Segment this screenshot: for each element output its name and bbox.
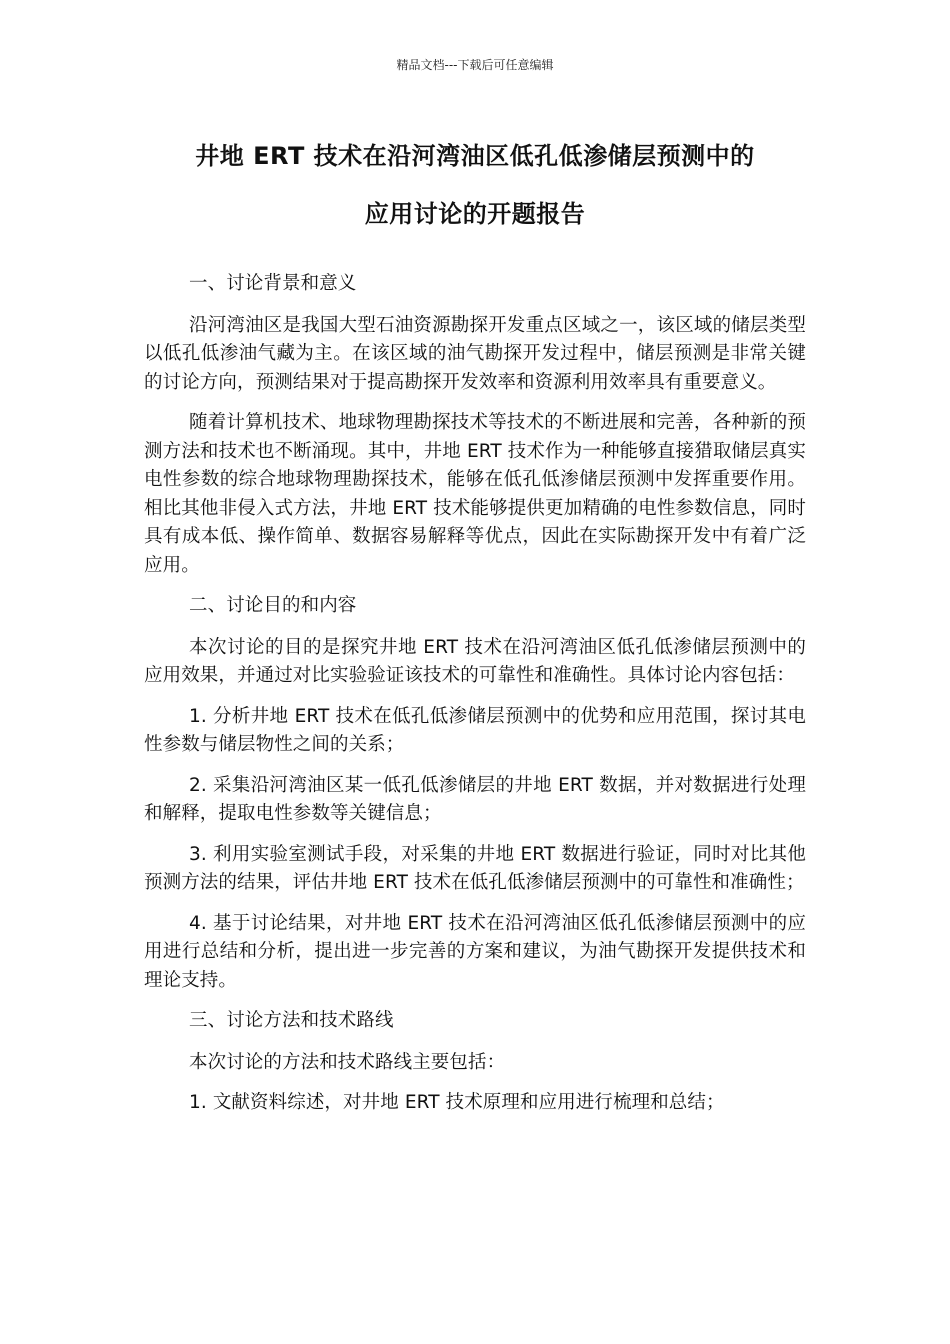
header-note: 精品文档---下载后可任意编辑 bbox=[396, 58, 554, 72]
document-body bbox=[144, 270, 806, 1130]
list-item-objective-1: 1. 分析井地 ERT 技术在低孔低渗储层预测中的优势和应用范围，探讨其电性参数与储层物性之间的关系； bbox=[144, 705, 806, 755]
section-heading-methods: 三、讨论方法和技术路线 bbox=[189, 1010, 394, 1031]
paragraph-methods-intro: 本次讨论的方法和技术路线主要包括： bbox=[189, 1051, 506, 1073]
list-item-objective-4: 4. 基于讨论结果，对井地 ERT 技术在沿河湾油区低孔低渗储层预测中的应用进行总结和分析，提出进一步完善的方案和建议，为油气勘探开发提供技术和理论支持。 bbox=[144, 912, 806, 991]
list-item-method-1: 1. 文献资料综述，对井地 ERT 技术原理和应用进行梳理和总结； bbox=[189, 1092, 725, 1113]
list-item-objective-3: 3. 利用实验室测试手段，对采集的井地 ERT 数据进行验证，同时对比其他预测方法的结果，评估井地 ERT 技术在低孔低渗储层预测中的可靠性和准确性； bbox=[144, 843, 806, 893]
paragraph-objectives-intro: 本次讨论的目的是探究井地 ERT 技术在沿河湾油区低孔低渗储层预测中的应用效果，并通过对比实验验证该技术的可靠性和准确性。具体讨论内容包括： bbox=[144, 636, 806, 686]
paragraph-background-2: 随着计算机技术、地球物理勘探技术等技术的不断进展和完善，各种新的预测方法和技术也不断涌现。其中，井地 ERT 技术作为一种能够直接猎取储层真实电性参数的综合地球物理勘探技术，能够在低孔低渗储层预测中发挥重要作用。相比其他非侵入式方法，井地 ERT 技术能够提供更加精确的电性参数信息，同时具有成本低、操作简单、数据容易解释等优点，因此在实际勘探开发中有着广泛应用。 bbox=[144, 412, 806, 576]
document-title-line-2: 应用讨论的开题报告 bbox=[364, 200, 586, 228]
document-title-line-1: 井地 ERT 技术在沿河湾油区低孔低渗储层预测中的 bbox=[195, 142, 755, 170]
paragraph-background-1: 沿河湾油区是我国大型石油资源勘探开发重点区域之一，该区域的储层类型以低孔低渗油气藏为主。在该区域的油气勘探开发过程中，储层预测是非常关键的讨论方向，预测结果对于提高勘探开发效率和资源利用效率具有重要意义。 bbox=[144, 314, 806, 393]
section-heading-background: 一、讨论背景和意义 bbox=[189, 273, 357, 294]
list-item-objective-2: 2. 采集沿河湾油区某一低孔低渗储层的井地 ERT 数据，并对数据进行处理和解释，提取电性参数等关键信息； bbox=[144, 774, 806, 824]
section-heading-objectives: 二、讨论目的和内容 bbox=[189, 595, 357, 616]
